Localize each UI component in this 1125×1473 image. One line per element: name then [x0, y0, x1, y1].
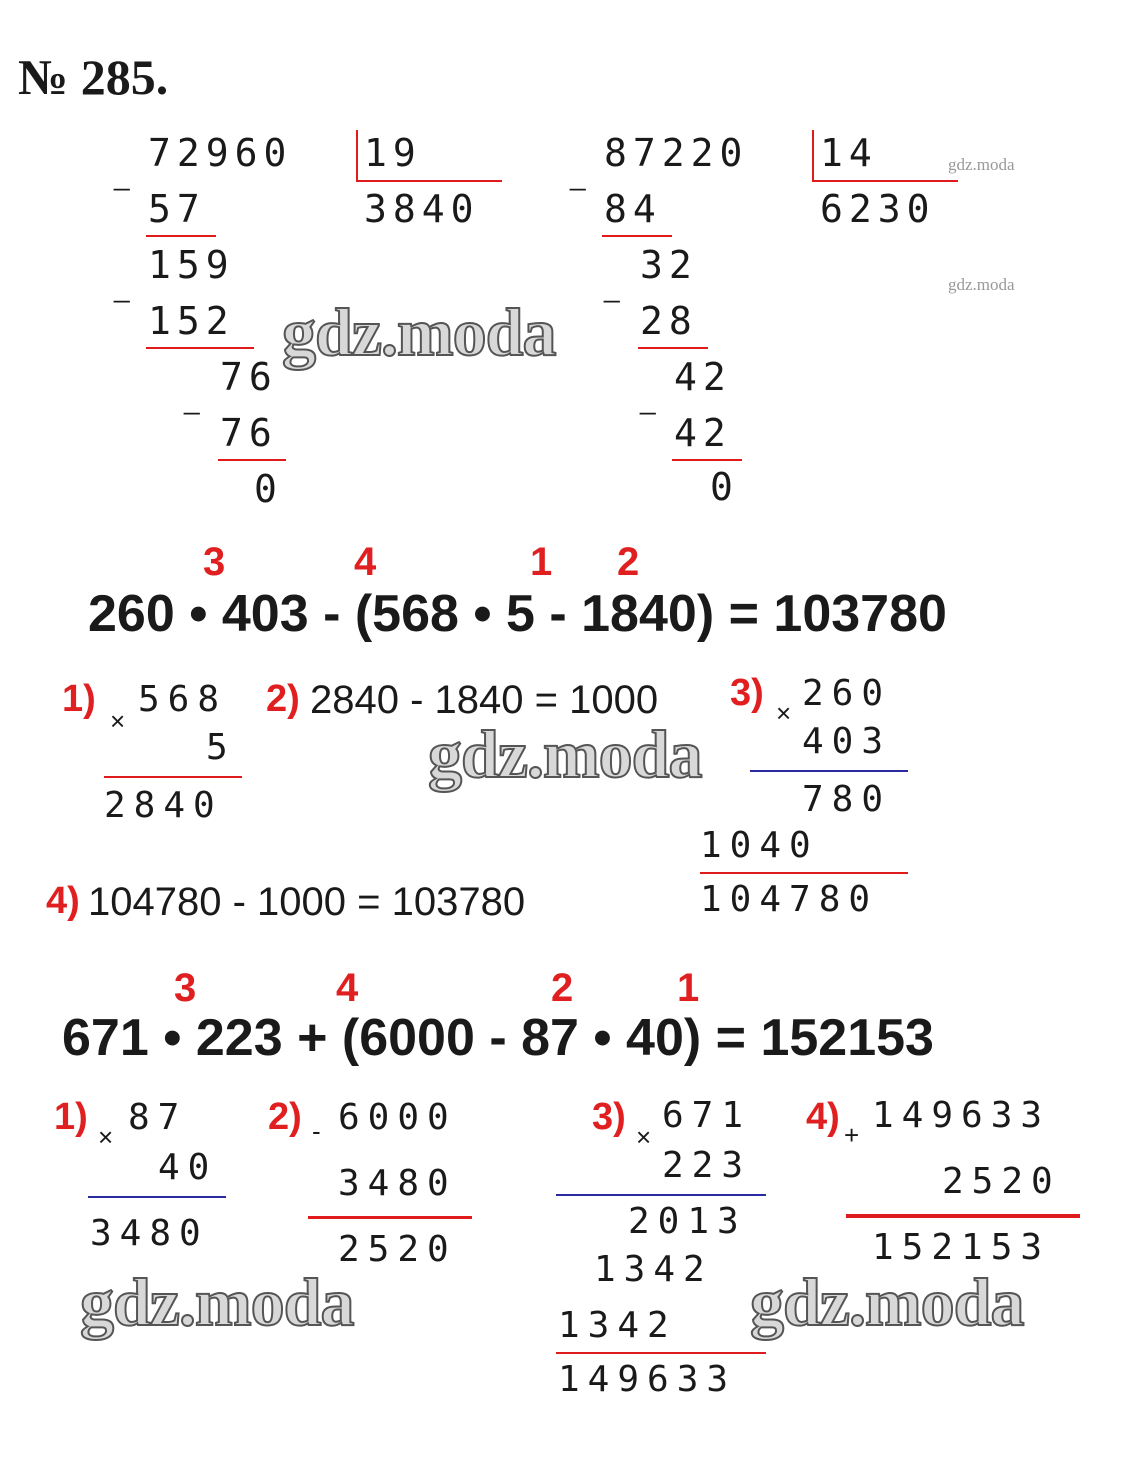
- result-line: [700, 872, 908, 874]
- watermark-logo: gdz.moda: [428, 716, 702, 792]
- watermark-logo: gdz.moda: [750, 1264, 1024, 1340]
- product: 2840: [104, 785, 223, 826]
- step-label: 1): [54, 1096, 88, 1138]
- step-subtrahend: 76: [220, 411, 278, 455]
- step-subtrahend: 152: [148, 299, 235, 343]
- result-line: [308, 1216, 472, 1219]
- partial-product: 1040: [700, 825, 819, 866]
- minus-sign: _: [114, 160, 130, 191]
- minus-sign: _: [184, 384, 200, 415]
- problem-title: № 285.: [18, 49, 169, 105]
- division-bracket: [356, 130, 358, 182]
- sum: 152153: [872, 1227, 1051, 1268]
- watermark-logo: gdz.moda: [282, 294, 556, 370]
- product: 3480: [90, 1213, 209, 1254]
- order-number: 1: [677, 966, 700, 1010]
- step-label: 3): [592, 1096, 626, 1138]
- division-bracket-bottom: [356, 180, 502, 182]
- step-label: 2): [268, 1096, 302, 1138]
- quotient: 6230: [820, 187, 936, 231]
- step-label: 4): [806, 1096, 840, 1138]
- partial-product: 1342: [558, 1305, 677, 1346]
- step-line: [638, 347, 708, 349]
- partial-product: 780: [802, 779, 892, 820]
- minus-sign: -: [312, 1116, 321, 1146]
- step-equation: 104780 - 1000 = 103780: [88, 880, 526, 924]
- result-line: [556, 1194, 766, 1196]
- step-remainder: 0: [710, 465, 739, 509]
- partial-product: 2013: [628, 1201, 747, 1242]
- step-label: 4): [46, 880, 80, 922]
- factor-b: 5: [206, 727, 236, 768]
- minus-sign: _: [604, 272, 620, 303]
- addend-a: 149633: [872, 1095, 1051, 1136]
- step-remainder: 42: [674, 355, 732, 399]
- step-label: 1): [62, 678, 96, 720]
- result-line: [846, 1214, 1080, 1218]
- result-line: [556, 1352, 766, 1354]
- step-subtrahend: 84: [604, 187, 662, 231]
- step-remainder: 32: [640, 243, 698, 287]
- factor-b: 40: [158, 1147, 218, 1188]
- step-line: [146, 347, 254, 349]
- minuend: 6000: [338, 1097, 457, 1138]
- order-number: 3: [174, 966, 197, 1010]
- step-line: [218, 459, 286, 461]
- expression-1: 260 • 403 - (568 • 5 - 1840) = 103780: [88, 585, 947, 643]
- plus-sign: +: [844, 1120, 860, 1150]
- minus-sign: _: [570, 160, 586, 191]
- step-remainder: 0: [254, 467, 283, 511]
- step-subtrahend: 42: [674, 411, 732, 455]
- factor-a: 260: [802, 673, 892, 714]
- quotient: 3840: [364, 187, 480, 231]
- difference: 2520: [338, 1229, 457, 1270]
- step-subtrahend: 57: [148, 187, 206, 231]
- watermark-small: gdz.moda: [948, 275, 1015, 294]
- product: 149633: [558, 1359, 737, 1400]
- division-bracket: [812, 130, 814, 182]
- step-equation: 2840 - 1840 = 1000: [310, 678, 659, 722]
- result-line: [88, 1196, 226, 1198]
- order-number: 4: [336, 966, 359, 1010]
- step-label: 3): [730, 672, 764, 714]
- minus-sign: _: [640, 384, 656, 415]
- factor-b: 403: [802, 721, 892, 762]
- multiply-sign: ×: [98, 1122, 114, 1152]
- step-remainder: 159: [148, 243, 235, 287]
- factor-a: 568: [138, 679, 228, 720]
- step-line: [602, 235, 672, 237]
- step-subtrahend: 28: [640, 299, 698, 343]
- multiply-sign: ×: [776, 698, 792, 728]
- expression-2: 671 • 223 + (6000 - 87 • 40) = 152153: [62, 1009, 934, 1067]
- factor-b: 223: [662, 1145, 752, 1186]
- step-label: 2): [266, 678, 300, 720]
- multiply-sign: ×: [636, 1122, 652, 1152]
- order-number: 3: [203, 540, 226, 584]
- partial-product: 1342: [594, 1249, 713, 1290]
- order-number: 4: [354, 540, 377, 584]
- watermark-logo: gdz.moda: [80, 1264, 354, 1340]
- step-line: [146, 235, 216, 237]
- result-line: [750, 770, 908, 772]
- minus-sign: _: [114, 272, 130, 303]
- multiply-sign: ×: [110, 706, 126, 736]
- product: 104780: [700, 879, 879, 920]
- factor-a: 87: [128, 1097, 188, 1138]
- dividend: 72960: [148, 131, 293, 175]
- result-line: [104, 776, 242, 778]
- order-number: 2: [551, 966, 574, 1010]
- order-number: 1: [530, 540, 553, 584]
- factor-a: 671: [662, 1095, 752, 1136]
- watermark-small: gdz.moda: [948, 155, 1015, 174]
- dividend: 87220: [604, 131, 749, 175]
- step-line: [672, 459, 742, 461]
- order-number: 2: [617, 540, 640, 584]
- divisor: 19: [364, 131, 422, 175]
- addend-b: 2520: [942, 1161, 1061, 1202]
- step-remainder: 76: [220, 355, 278, 399]
- subtrahend: 3480: [338, 1163, 457, 1204]
- divisor: 14: [820, 131, 878, 175]
- division-bracket-bottom: [812, 180, 958, 182]
